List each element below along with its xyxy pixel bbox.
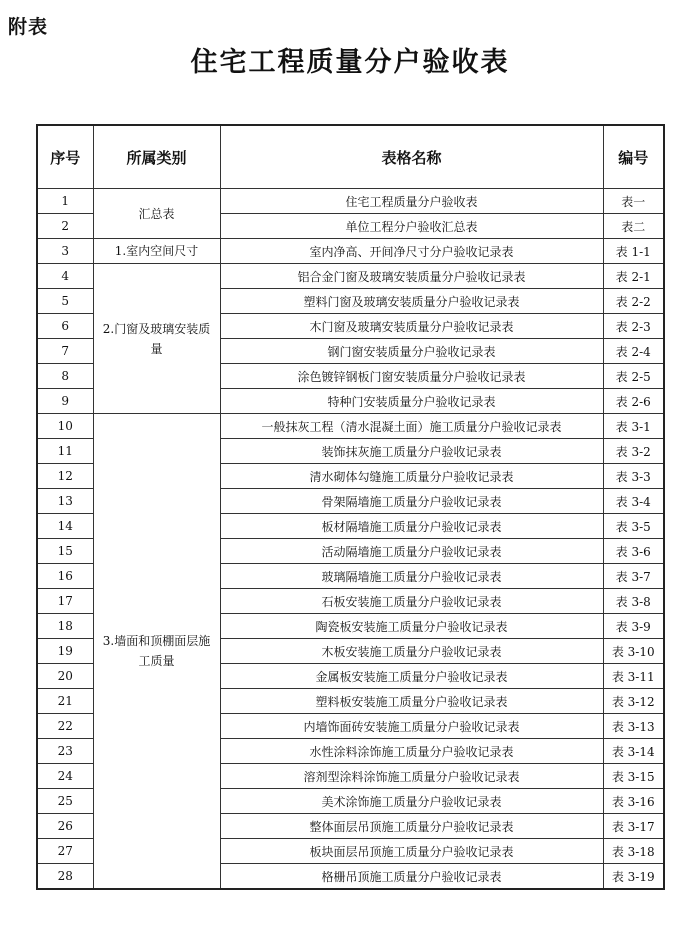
row-code: 表二 xyxy=(603,214,664,239)
row-code: 表 2-5 xyxy=(603,364,664,389)
row-number: 1 xyxy=(37,189,93,214)
appendix-label: 附表 xyxy=(8,16,49,38)
table-row xyxy=(37,414,664,439)
row-code: 表 2-1 xyxy=(603,264,664,289)
row-number: 16 xyxy=(37,564,93,589)
row-category: 汇总表 xyxy=(93,189,220,239)
row-number: 12 xyxy=(37,464,93,489)
row-number: 9 xyxy=(37,389,93,414)
row-form-name: 板块面层吊顶施工质量分户验收记录表 xyxy=(220,839,603,864)
row-form-name: 金属板安装施工质量分户验收记录表 xyxy=(220,664,603,689)
row-code: 表 3-14 xyxy=(603,739,664,764)
row-category: 1.室内空间尺寸 xyxy=(93,239,220,264)
row-form-name: 木板安装施工质量分户验收记录表 xyxy=(220,639,603,664)
table-row xyxy=(37,239,664,264)
table-body xyxy=(37,189,664,890)
row-form-name: 水性涂料涂饰施工质量分户验收记录表 xyxy=(220,739,603,764)
row-code: 表 3-8 xyxy=(603,589,664,614)
row-form-name: 板材隔墙施工质量分户验收记录表 xyxy=(220,514,603,539)
row-code: 表 3-10 xyxy=(603,639,664,664)
row-number: 4 xyxy=(37,264,93,289)
row-form-name: 石板安装施工质量分户验收记录表 xyxy=(220,589,603,614)
row-form-name: 美术涂饰施工质量分户验收记录表 xyxy=(220,789,603,814)
row-form-name: 单位工程分户验收汇总表 xyxy=(220,214,603,239)
row-code: 表 3-6 xyxy=(603,539,664,564)
row-code: 表 3-18 xyxy=(603,839,664,864)
row-number: 27 xyxy=(37,839,93,864)
row-form-name: 塑料门窗及玻璃安装质量分户验收记录表 xyxy=(220,289,603,314)
row-code: 表 3-7 xyxy=(603,564,664,589)
row-form-name: 陶瓷板安装施工质量分户验收记录表 xyxy=(220,614,603,639)
row-code: 表 3-9 xyxy=(603,614,664,639)
row-form-name: 一般抹灰工程（清水混凝土面）施工质量分户验收记录表 xyxy=(220,414,603,439)
row-code: 表 3-13 xyxy=(603,714,664,739)
row-number: 5 xyxy=(37,289,93,314)
row-form-name: 装饰抹灰施工质量分户验收记录表 xyxy=(220,439,603,464)
row-category: 2.门窗及玻璃安装质量 xyxy=(93,264,220,414)
row-number: 28 xyxy=(37,864,93,890)
row-number: 21 xyxy=(37,689,93,714)
row-form-name: 溶剂型涂料涂饰施工质量分户验收记录表 xyxy=(220,764,603,789)
row-number: 13 xyxy=(37,489,93,514)
row-form-name: 住宅工程质量分户验收表 xyxy=(220,189,603,214)
header-no: 序号 xyxy=(37,125,93,189)
row-code: 表 3-5 xyxy=(603,514,664,539)
row-category: 3.墙面和顶棚面层施工质量 xyxy=(93,414,220,890)
table-header-row xyxy=(37,125,664,189)
row-number: 20 xyxy=(37,664,93,689)
row-number: 7 xyxy=(37,339,93,364)
table-row xyxy=(37,264,664,289)
row-form-name: 特种门安装质量分户验收记录表 xyxy=(220,389,603,414)
acceptance-table xyxy=(36,124,665,890)
row-number: 24 xyxy=(37,764,93,789)
row-number: 26 xyxy=(37,814,93,839)
row-code: 表 3-4 xyxy=(603,489,664,514)
row-number: 15 xyxy=(37,539,93,564)
row-number: 25 xyxy=(37,789,93,814)
row-code: 表 3-1 xyxy=(603,414,664,439)
row-form-name: 清水砌体勾缝施工质量分户验收记录表 xyxy=(220,464,603,489)
row-form-name: 钢门窗安装质量分户验收记录表 xyxy=(220,339,603,364)
row-code: 表 3-19 xyxy=(603,864,664,890)
row-form-name: 塑料板安装施工质量分户验收记录表 xyxy=(220,689,603,714)
row-code: 表 2-3 xyxy=(603,314,664,339)
table-row xyxy=(37,189,664,214)
row-form-name: 活动隔墙施工质量分户验收记录表 xyxy=(220,539,603,564)
header-category: 所属类别 xyxy=(93,125,220,189)
row-number: 2 xyxy=(37,214,93,239)
row-form-name: 涂色镀锌钢板门窗安装质量分户验收记录表 xyxy=(220,364,603,389)
header-name: 表格名称 xyxy=(220,125,603,189)
row-code: 表 3-11 xyxy=(603,664,664,689)
row-form-name: 玻璃隔墙施工质量分户验收记录表 xyxy=(220,564,603,589)
row-number: 3 xyxy=(37,239,93,264)
row-code: 表 2-4 xyxy=(603,339,664,364)
row-form-name: 内墙饰面砖安装施工质量分户验收记录表 xyxy=(220,714,603,739)
row-code: 表 1-1 xyxy=(603,239,664,264)
row-form-name: 木门窗及玻璃安装质量分户验收记录表 xyxy=(220,314,603,339)
row-number: 18 xyxy=(37,614,93,639)
row-form-name: 整体面层吊顶施工质量分户验收记录表 xyxy=(220,814,603,839)
row-number: 8 xyxy=(37,364,93,389)
row-number: 6 xyxy=(37,314,93,339)
row-code: 表 3-17 xyxy=(603,814,664,839)
row-number: 19 xyxy=(37,639,93,664)
row-form-name: 骨架隔墙施工质量分户验收记录表 xyxy=(220,489,603,514)
row-number: 23 xyxy=(37,739,93,764)
row-code: 表一 xyxy=(603,189,664,214)
row-form-name: 室内净高、开间净尺寸分户验收记录表 xyxy=(220,239,603,264)
row-code: 表 3-2 xyxy=(603,439,664,464)
row-number: 11 xyxy=(37,439,93,464)
row-code: 表 3-15 xyxy=(603,764,664,789)
header-code: 编号 xyxy=(603,125,664,189)
page-title: 住宅工程质量分户验收表 xyxy=(190,47,510,78)
row-number: 17 xyxy=(37,589,93,614)
row-number: 14 xyxy=(37,514,93,539)
row-code: 表 3-3 xyxy=(603,464,664,489)
row-code: 表 3-12 xyxy=(603,689,664,714)
row-number: 10 xyxy=(37,414,93,439)
row-code: 表 3-16 xyxy=(603,789,664,814)
row-form-name: 格栅吊顶施工质量分户验收记录表 xyxy=(220,864,603,890)
row-code: 表 2-6 xyxy=(603,389,664,414)
row-form-name: 铝合金门窗及玻璃安装质量分户验收记录表 xyxy=(220,264,603,289)
row-number: 22 xyxy=(37,714,93,739)
row-code: 表 2-2 xyxy=(603,289,664,314)
